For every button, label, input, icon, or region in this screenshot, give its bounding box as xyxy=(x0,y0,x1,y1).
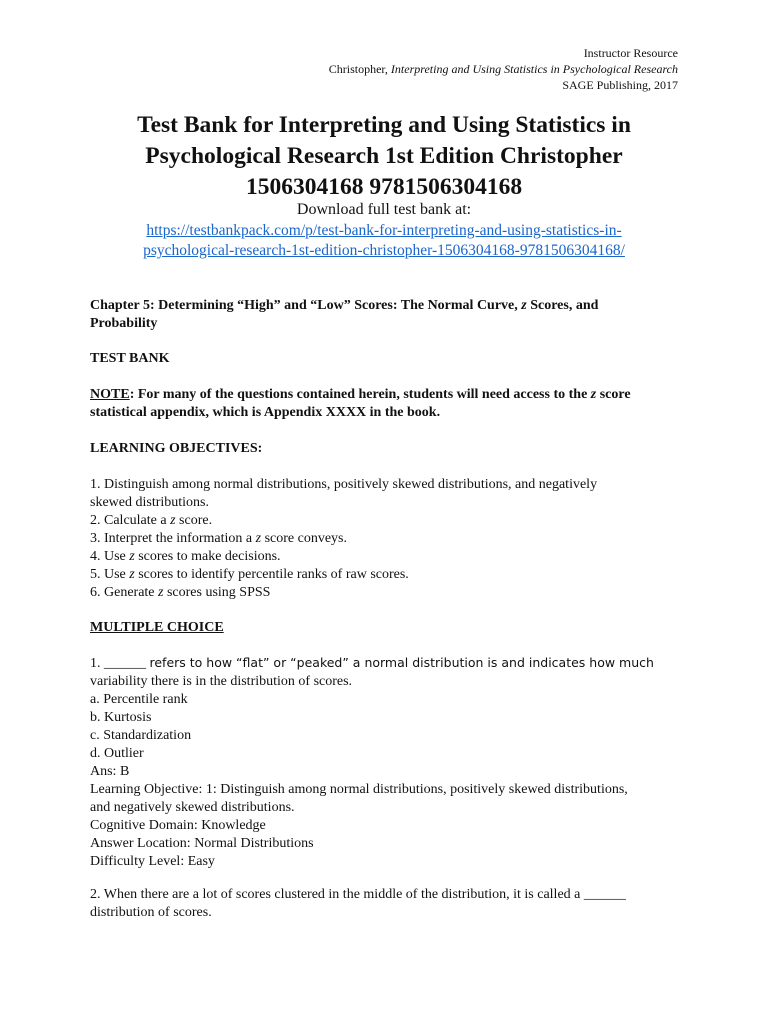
download-link-line-2[interactable]: psychological-research-1st-edition-christopher-1506304168-9781506304168/ xyxy=(143,242,625,259)
note-paragraph xyxy=(90,386,685,422)
note-text-2: score xyxy=(599,387,631,402)
question-2-line-2: distribution of scores. xyxy=(90,905,212,920)
question-1-stem-line-2: variability there is in the distribution of scores. xyxy=(90,674,353,689)
title-line-2: Psychological Research 1st Edition Christopher xyxy=(145,143,623,169)
multiple-choice-heading: MULTIPLE CHOICE xyxy=(90,620,224,635)
chapter-heading-prefix: Chapter 5: Determining “High” and “Low” Scores: The Normal Curve, xyxy=(90,298,518,313)
question-1 xyxy=(90,654,685,871)
header-publisher: SAGE Publishing, 2017 xyxy=(562,78,678,92)
question-1-option-d: d. Outlier xyxy=(90,746,144,761)
objective-5: 5. Use z scores to identify percentile ranks of raw scores. xyxy=(90,567,409,582)
objective-1-line-1: 1. Distinguish among normal distributions, positively skewed distributions, and negatively xyxy=(90,477,598,492)
question-1-objective-line-1: Learning Objective: 1: Distinguish among normal distributions, positively skewed distributions, xyxy=(90,782,628,797)
objective-1-line-2: skewed distributions. xyxy=(90,495,209,510)
question-1-option-c: c. Standardization xyxy=(90,728,192,743)
header-book-citation xyxy=(329,61,678,77)
header-author: Christopher, xyxy=(328,62,388,76)
question-2-line-1: 2. When there are a lot of scores clustered in the middle of the distribution, it is called a ______ xyxy=(90,887,626,902)
question-2 xyxy=(90,886,685,922)
test-bank-heading: TEST BANK xyxy=(90,351,170,366)
objective-2: 2. Calculate a z score. xyxy=(90,513,213,528)
download-link-line-1[interactable]: https://testbankpack.com/p/test-bank-for-interpreting-and-using-statistics-in- xyxy=(146,222,622,239)
question-1-answer: Ans: B xyxy=(90,764,130,779)
note-z-symbol: z xyxy=(590,387,597,402)
question-1-difficulty: Difficulty Level: Easy xyxy=(90,854,215,869)
objective-4: 4. Use z scores to make decisions. xyxy=(90,549,281,564)
document-title xyxy=(60,110,708,203)
chapter-heading-suffix: Scores, and xyxy=(530,298,599,313)
learning-objectives-list xyxy=(90,476,685,602)
learning-objectives-heading: LEARNING OBJECTIVES: xyxy=(90,441,263,456)
question-1-option-b: b. Kurtosis xyxy=(90,710,152,725)
question-1-answer-location: Answer Location: Normal Distributions xyxy=(90,836,314,851)
header-resource-label: Instructor Resource xyxy=(583,46,678,60)
note-text-1: : For many of the questions contained herein, students will need access to the xyxy=(129,387,588,402)
question-1-objective-line-2: and negatively skewed distributions. xyxy=(90,800,295,815)
objective-3: 3. Interpret the information a z score conveys. xyxy=(90,531,347,546)
download-label: Download full test bank at: xyxy=(296,201,472,218)
page-header xyxy=(329,45,678,93)
chapter-z-symbol: z xyxy=(521,298,527,313)
question-1-cognitive-domain: Cognitive Domain: Knowledge xyxy=(90,818,266,833)
header-book-title: Interpreting and Using Statistics in Psychological Research xyxy=(390,62,678,76)
chapter-heading-line-2: Probability xyxy=(90,316,158,331)
note-label: NOTE xyxy=(90,387,130,402)
note-line-2: statistical appendix, which is Appendix XXXX in the book. xyxy=(90,405,441,420)
download-link[interactable] xyxy=(60,221,708,261)
title-line-3: 1506304168 9781506304168 xyxy=(245,174,523,200)
question-1-stem: refers to how “flat” or “peaked” a normal distribution is and indicates how much xyxy=(149,655,654,670)
question-1-number: 1. ______ xyxy=(90,656,146,671)
chapter-heading xyxy=(90,297,685,333)
objective-6: 6. Generate z scores using SPSS xyxy=(90,585,271,600)
question-1-option-a: a. Percentile rank xyxy=(90,692,188,707)
title-line-1: Test Bank for Interpreting and Using Statistics in xyxy=(137,112,631,138)
